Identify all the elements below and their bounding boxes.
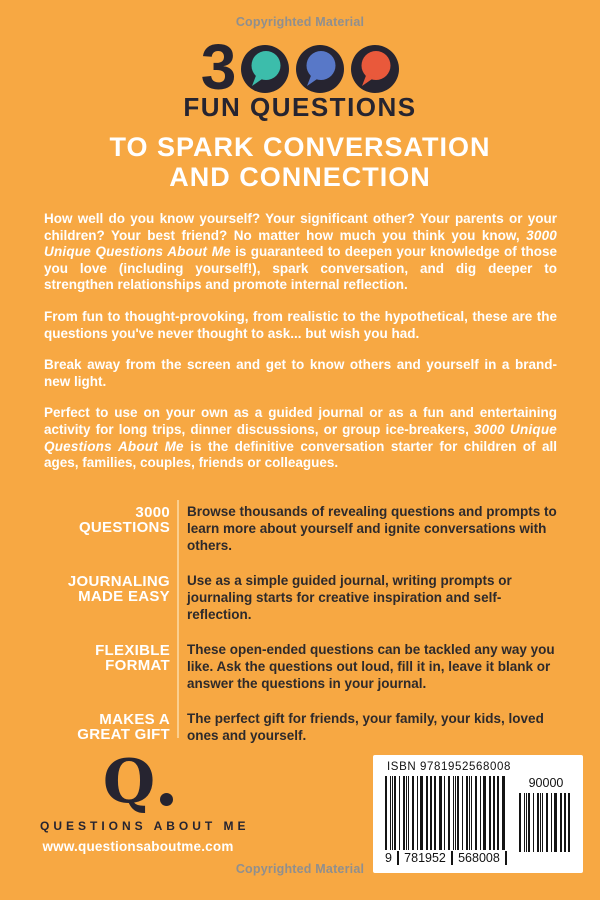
speech-bubble-icon	[241, 45, 289, 93]
supplement-code: 90000	[528, 776, 564, 790]
feature-row	[40, 641, 560, 692]
copyright-notice-top: Copyrighted Material	[235, 15, 365, 29]
headline-line-2: AND CONNECTION	[169, 162, 431, 192]
feature-label: JOURNALING MADE EASY	[67, 573, 170, 605]
feature-description: Browse thousands of revealing questions and prompts to learn more about yourself and ignite conversations with others.	[187, 504, 557, 553]
paragraph: How well do you know yourself? Your significant other? Your parents or your children? Your best friend? No matter how much you think you know, 3000 Unique Questions About Me is guaranteed to deepen your knowledge of those you love (including yourself!), spark conversation, and dig deeper to strengthen relationships and promote internal reflection.	[44, 211, 557, 293]
ean-barcode	[385, 776, 507, 865]
feature-description: Use as a simple guided journal, writing prompts or journaling starts for creative inspiration and self-reflection.	[187, 573, 512, 622]
paragraph: From fun to thought-provoking, from realistic to the hypothetical, these are the questions you've never thought to ask... but wish you had.	[44, 308, 557, 341]
supplement-bars	[519, 793, 573, 852]
feature-label: FLEXIBLE FORMAT	[95, 642, 170, 674]
copyright-notice-bottom: Copyrighted Material	[235, 862, 365, 876]
feature-description: The perfect gift for friends, your family, your kids, loved ones and yourself.	[187, 711, 544, 743]
brand-logo-3000	[0, 31, 600, 103]
back-cover-copy	[44, 211, 557, 487]
supplement-barcode	[519, 776, 573, 865]
feature-row	[40, 503, 560, 554]
q-letter: Q	[102, 747, 156, 817]
speech-bubble-icon	[296, 45, 344, 93]
feature-description: These open-ended questions can be tackled any way you like. Ask the questions out loud, fill it in, leave it blank or answer the questions in your journal.	[187, 642, 555, 691]
feature-row	[40, 710, 560, 744]
subtitle-headline	[0, 132, 600, 192]
feature-list	[40, 503, 560, 744]
headline-line-1: TO SPARK CONVERSATION	[109, 132, 491, 162]
feature-label: 3000 QUESTIONS	[78, 504, 170, 536]
barcode-bars	[385, 776, 507, 850]
feature-label: MAKES A GREAT GIFT	[77, 711, 170, 743]
publisher-website: www.questionsaboutme.com	[42, 839, 234, 854]
paragraph: Break away from the screen and get to know others and yourself in a brand-new light.	[44, 357, 557, 389]
feature-row	[40, 572, 560, 623]
publisher-name: QUESTIONS ABOUT ME	[40, 819, 250, 833]
barcode-digits: 9 781952 568008	[385, 850, 507, 865]
publisher-logo-block	[40, 747, 250, 854]
paragraph: Perfect to use on your own as a guided journal or as a fun and entertaining activity for long trips, dinner discussions, or group ice-breakers, 3000 Unique Questions About Me is the definitive conversation starter for children of all ages, families, couples, friends or colleagues.	[44, 405, 557, 471]
barcode-panel	[373, 755, 583, 873]
barcode-row	[385, 776, 573, 865]
q-dot-icon	[160, 793, 173, 806]
speech-bubble-icon	[351, 45, 399, 93]
q-monogram	[40, 747, 236, 817]
isbn-label: ISBN 9781952568008	[387, 761, 511, 773]
logo-title: FUN QUESTIONS	[183, 92, 417, 122]
logo-number-3: 3	[200, 31, 235, 103]
